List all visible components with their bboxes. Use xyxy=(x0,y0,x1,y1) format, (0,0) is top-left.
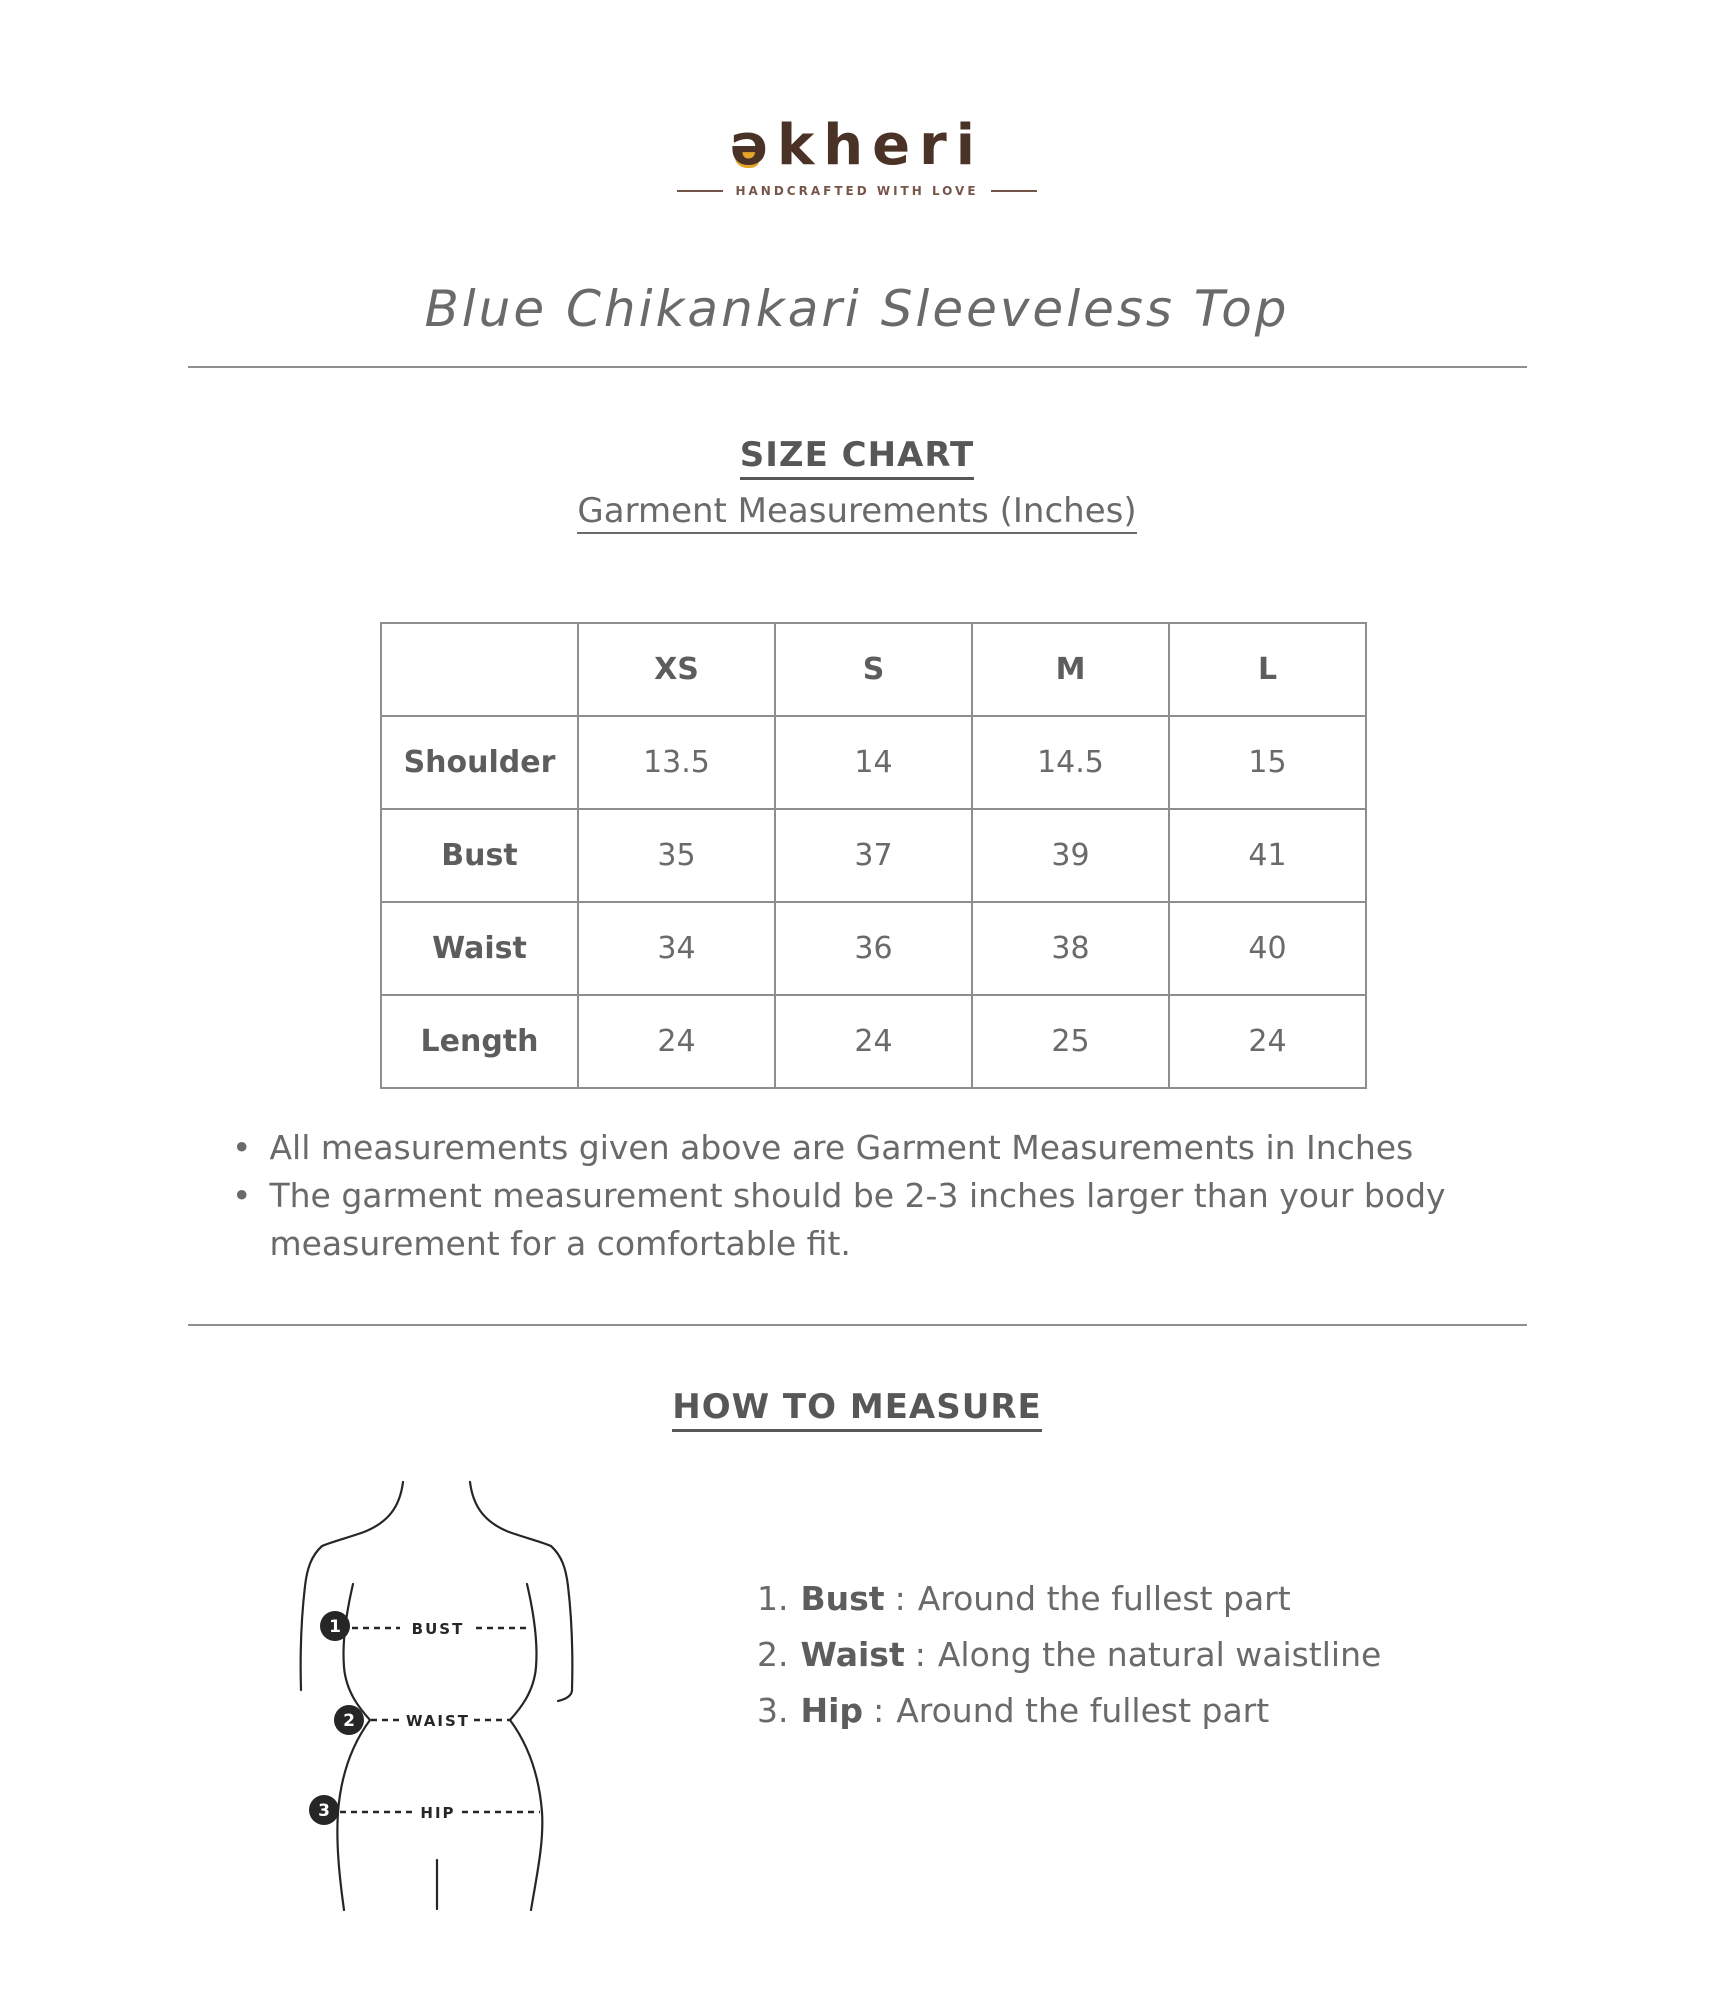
marker-number-2: 2 xyxy=(343,1711,355,1731)
cell-length-l: 24 xyxy=(1169,995,1366,1088)
right-shoulder-arm-line xyxy=(470,1482,572,1701)
table-row-bust xyxy=(381,809,1366,902)
step-description: Around the fullest part xyxy=(917,1579,1291,1618)
cell-bust-xs: 35 xyxy=(578,809,775,902)
cell-length-xs: 24 xyxy=(578,995,775,1088)
table-row-waist xyxy=(381,902,1366,995)
hip-label: HIP xyxy=(420,1804,456,1822)
cell-shoulder-s: 14 xyxy=(775,716,972,809)
row-label-waist: Waist xyxy=(381,902,578,995)
step-separator: : xyxy=(894,1579,906,1618)
size-col-l: L xyxy=(1169,623,1366,716)
brand-logo xyxy=(0,113,1714,198)
row-label-length: Length xyxy=(381,995,578,1088)
diagram-labels xyxy=(406,1620,470,1822)
size-chart-heading: SIZE CHART xyxy=(0,438,1714,480)
size-table-corner-cell xyxy=(381,623,578,716)
step-number: 3. xyxy=(757,1691,789,1730)
step-label: Hip xyxy=(800,1691,864,1730)
step-waist xyxy=(757,1635,1382,1674)
step-label: Bust xyxy=(800,1579,885,1618)
cell-bust-s: 37 xyxy=(775,809,972,902)
brand-logo-wordmark xyxy=(0,113,1714,178)
right-torso-line xyxy=(510,1584,542,1910)
step-separator: : xyxy=(873,1691,885,1730)
step-description: Around the fullest part xyxy=(896,1691,1270,1730)
divider-bottom xyxy=(188,1324,1527,1326)
size-chart-subheading: Garment Measurements (Inches) xyxy=(0,494,1714,534)
size-col-s: S xyxy=(775,623,972,716)
size-col-xs: XS xyxy=(578,623,775,716)
cell-waist-m: 38 xyxy=(972,902,1169,995)
waist-label: WAIST xyxy=(405,1712,471,1730)
cell-shoulder-xs: 13.5 xyxy=(578,716,775,809)
logo-schwa-letter: ə xyxy=(730,113,778,178)
brand-tagline xyxy=(0,184,1714,198)
cell-shoulder-m: 14.5 xyxy=(972,716,1169,809)
product-title: Blue Chikankari Sleeveless Top xyxy=(424,280,1290,338)
cell-waist-xs: 34 xyxy=(578,902,775,995)
marker-badges xyxy=(309,1611,364,1825)
table-row-length xyxy=(381,995,1366,1088)
marker-number-1: 1 xyxy=(329,1617,341,1637)
row-label-shoulder: Shoulder xyxy=(381,716,578,809)
step-bust xyxy=(757,1579,1381,1618)
divider-top xyxy=(188,366,1527,368)
tagline-text: HANDCRAFTED WITH LOVE xyxy=(735,184,979,198)
size-col-m: M xyxy=(972,623,1169,716)
cell-length-s: 24 xyxy=(775,995,972,1088)
note-item-2: • The garment measurement should be 2-3 inches larger than your body measurement for a comfortable fit. xyxy=(232,1172,1502,1268)
tagline-dash-right xyxy=(991,190,1037,192)
row-label-bust: Bust xyxy=(381,809,578,902)
step-label: Waist xyxy=(800,1635,905,1674)
bust-label: BUST xyxy=(411,1620,465,1638)
step-number: 1. xyxy=(757,1579,789,1618)
table-row-shoulder xyxy=(381,716,1366,809)
measure-steps-list xyxy=(757,1579,1382,1750)
step-hip xyxy=(757,1691,1381,1730)
cell-length-m: 25 xyxy=(972,995,1169,1088)
body-measurement-diagram xyxy=(230,1462,600,1922)
torso-outline xyxy=(301,1482,573,1910)
size-table-header-row xyxy=(381,623,1366,716)
cell-waist-l: 40 xyxy=(1169,902,1366,995)
how-to-measure-heading: HOW TO MEASURE xyxy=(0,1390,1714,1432)
logo-rest-letters: kheri xyxy=(777,113,984,178)
note-item-1: • All measurements given above are Garment Measurements in Inches xyxy=(232,1124,1502,1172)
size-table xyxy=(380,622,1367,1089)
marker-number-3: 3 xyxy=(318,1801,330,1821)
step-number: 2. xyxy=(757,1635,789,1674)
step-separator: : xyxy=(914,1635,926,1674)
cell-shoulder-l: 15 xyxy=(1169,716,1366,809)
cell-bust-m: 39 xyxy=(972,809,1169,902)
cell-waist-s: 36 xyxy=(775,902,972,995)
cell-bust-l: 41 xyxy=(1169,809,1366,902)
step-description: Along the natural waistline xyxy=(937,1635,1382,1674)
notes-list xyxy=(232,1124,1522,1268)
tagline-dash-left xyxy=(677,190,723,192)
